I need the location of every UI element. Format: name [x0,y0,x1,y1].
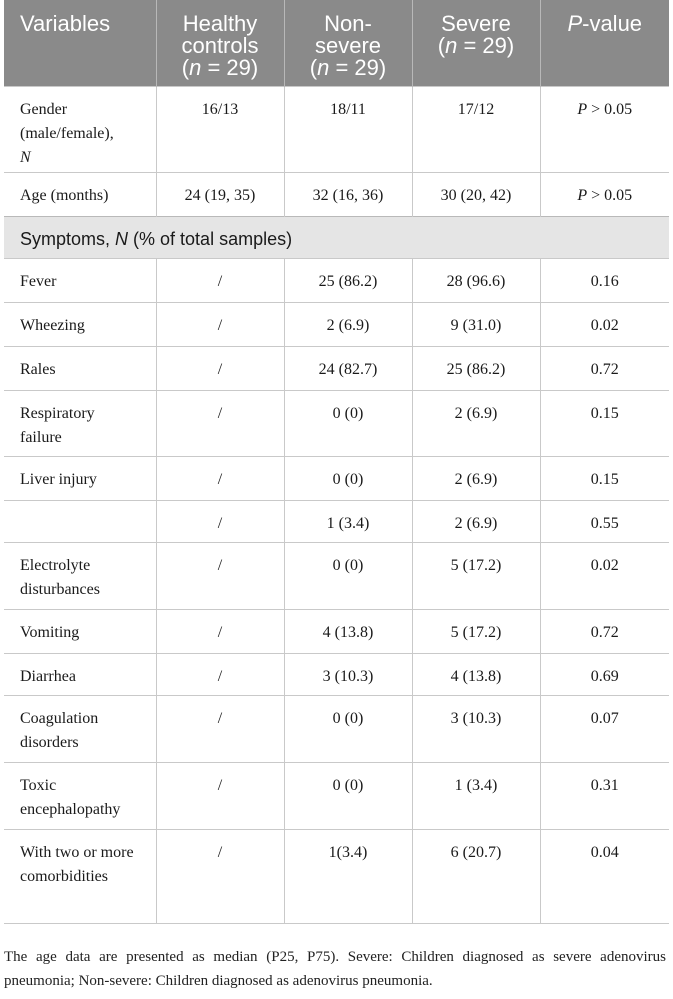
non-severe-value: 1 (3.4) [284,500,412,542]
non-severe-value: 2 (6.9) [284,302,412,346]
symptom-label: With two or more comorbidities [4,829,156,923]
symptom-label: Vomiting [4,609,156,653]
p-value: 0.72 [540,346,669,390]
healthy-value: / [156,258,284,302]
gender-label: Gender (male/female), N [4,86,156,172]
p-value: 0.15 [540,390,669,456]
severe-value: 25 (86.2) [412,346,540,390]
severe-value: 1 (3.4) [412,762,540,829]
symptoms-section-header: Symptoms, N (% of total samples) [4,216,669,258]
header-non-severe: Non- severe (n = 29) [284,0,412,86]
gender-row [4,86,669,172]
symptom-label: Diarrhea [4,653,156,695]
age-label: Age (months) [4,172,156,216]
p-value: 0.69 [540,653,669,695]
non-severe-value: 0 (0) [284,762,412,829]
symptom-label: Wheezing [4,302,156,346]
symptom-row [4,542,669,609]
symptom-row [4,390,669,456]
symptoms-section-row [4,216,669,258]
p-value: 0.15 [540,456,669,500]
p-value: 0.02 [540,302,669,346]
symptom-label: Coagulation disorders [4,695,156,762]
gender-healthy: 16/13 [156,86,284,172]
symptom-label: Electrolyte disturbances [4,542,156,609]
age-p-value: P > 0.05 [540,172,669,216]
header-p-value: P-value [540,0,669,86]
data-table [4,0,669,924]
p-value: 0.16 [540,258,669,302]
non-severe-value: 0 (0) [284,542,412,609]
severe-value: 9 (31.0) [412,302,540,346]
non-severe-value: 0 (0) [284,456,412,500]
severe-value: 2 (6.9) [412,390,540,456]
age-healthy: 24 (19, 35) [156,172,284,216]
symptom-row [4,302,669,346]
non-severe-value: 0 (0) [284,695,412,762]
non-severe-value: 4 (13.8) [284,609,412,653]
severe-value: 2 (6.9) [412,456,540,500]
symptom-row [4,346,669,390]
symptom-label: Respiratory failure [4,390,156,456]
symptom-row [4,695,669,762]
non-severe-value: 0 (0) [284,390,412,456]
severe-value: 4 (13.8) [412,653,540,695]
symptom-row [4,762,669,829]
non-severe-value: 3 (10.3) [284,653,412,695]
severe-value: 3 (10.3) [412,695,540,762]
symptom-row [4,653,669,695]
healthy-value: / [156,500,284,542]
severe-value: 28 (96.6) [412,258,540,302]
symptom-row [4,456,669,500]
header-healthy-controls: Healthy controls (n = 29) [156,0,284,86]
p-value: 0.72 [540,609,669,653]
severe-value: 6 (20.7) [412,829,540,923]
table-footnote: The age data are presented as median (P25, P75). Severe: Children diagnosed as severe adenovirus pneumonia; Non-severe: Children diagnosed as adenovirus pneumonia. [4,949,666,989]
severe-value: 5 (17.2) [412,609,540,653]
symptom-row [4,829,669,923]
healthy-value: / [156,653,284,695]
p-value: 0.31 [540,762,669,829]
gender-p-value: P > 0.05 [540,86,669,172]
symptom-row [4,500,669,542]
symptom-row [4,258,669,302]
healthy-value: / [156,762,284,829]
symptom-row [4,609,669,653]
header-variables: Variables [4,0,156,86]
symptom-label [4,500,156,542]
p-value: 0.55 [540,500,669,542]
non-severe-value: 24 (82.7) [284,346,412,390]
healthy-value: / [156,346,284,390]
age-non-severe: 32 (16, 36) [284,172,412,216]
age-severe: 30 (20, 42) [412,172,540,216]
healthy-value: / [156,542,284,609]
healthy-value: / [156,829,284,923]
non-severe-value: 1(3.4) [284,829,412,923]
p-value: 0.07 [540,695,669,762]
non-severe-value: 25 (86.2) [284,258,412,302]
healthy-value: / [156,302,284,346]
gender-non-severe: 18/11 [284,86,412,172]
symptom-label: Toxic encephalopathy [4,762,156,829]
symptom-label: Fever [4,258,156,302]
healthy-value: / [156,609,284,653]
p-value: 0.04 [540,829,669,923]
age-row [4,172,669,216]
gender-severe: 17/12 [412,86,540,172]
p-value: 0.02 [540,542,669,609]
healthy-value: / [156,456,284,500]
header-severe: Severe (n = 29) [412,0,540,86]
symptom-label: Liver injury [4,456,156,500]
severe-value: 2 (6.9) [412,500,540,542]
severe-value: 5 (17.2) [412,542,540,609]
symptom-label: Rales [4,346,156,390]
header-row [4,0,669,86]
healthy-value: / [156,390,284,456]
healthy-value: / [156,695,284,762]
